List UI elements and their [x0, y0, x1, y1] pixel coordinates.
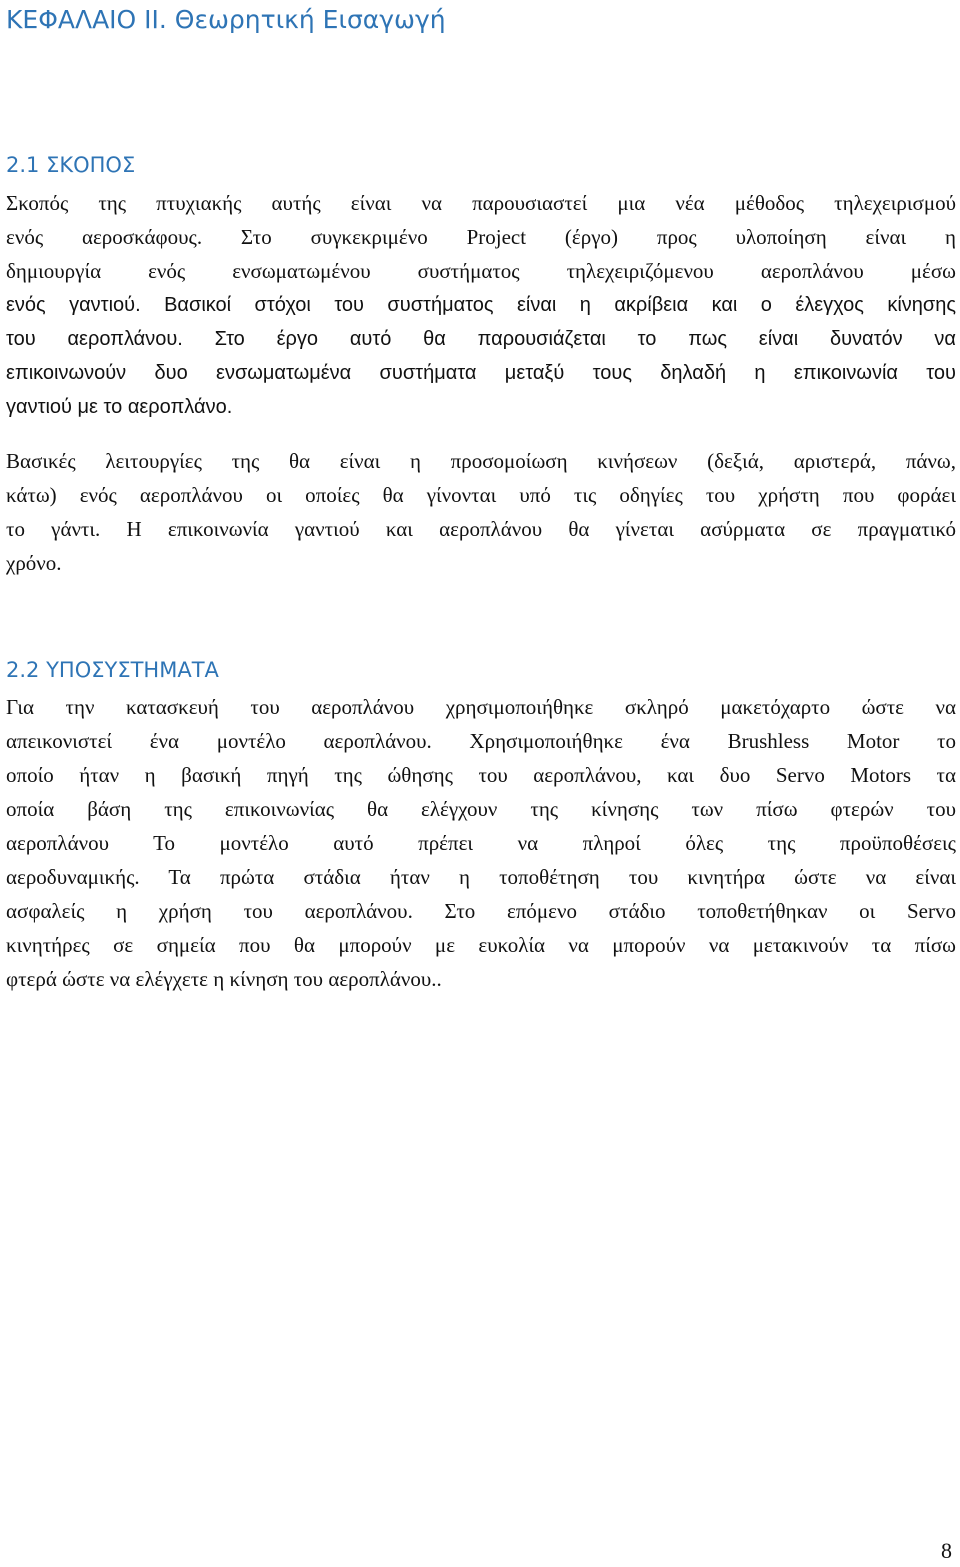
text-line: το γάντι. Η επικοινωνία γαντιού και αεροπλάνου θα γίνεται ασύρματα σε πραγματικό — [6, 517, 956, 541]
text-line: ενός αεροσκάφους. Στο συγκεκριμένο Project (έργο) προς υλοποίηση είναι η — [6, 225, 956, 249]
text-line: δημιουργία ενός ενσωματωμένου συστήματος τηλεχειριζόμενου αεροπλάνου μέσω — [6, 259, 956, 283]
text-line: Για την κατασκευή του αεροπλάνου χρησιμοποιήθηκε σκληρό μακετόχαρτο ώστε να — [6, 695, 956, 719]
subsystems-paragraph — [6, 690, 956, 996]
scope-paragraph-1 — [6, 186, 956, 424]
text-line: του αεροπλάνου. Στο έργο αυτό θα παρουσιάζεται το πως είναι δυνατόν να — [6, 328, 956, 350]
text-line: απεικονιστεί ένα μοντέλο αεροπλάνου. Χρησιμοποιήθηκε ένα Brushless Motor το — [6, 729, 956, 753]
text-line: κινητήρες σε σημεία που θα μπορούν με ευκολία να μπορούν να μετακινούν τα πίσω — [6, 933, 956, 957]
text-line: οποίο ήταν η βασική πηγή της ώθησης του αεροπλάνου, και δυο Servo Motors τα — [6, 763, 956, 787]
text-line: κάτω) ενός αεροπλάνου οι οποίες θα γίνονται υπό τις οδηγίες του χρήστη που φοράει — [6, 483, 956, 507]
text-line: Βασικές λειτουργίες της θα είναι η προσομοίωση κινήσεων (δεξιά, αριστερά, πάνω, — [6, 449, 956, 473]
text-line: αεροπλάνου Το μοντέλο αυτό πρέπει να πληροί όλες της προϋποθέσεις — [6, 831, 956, 855]
chapter-title: ΚΕΦΑΛΑΙΟ ΙΙ. Θεωρητική Εισαγωγή — [6, 5, 446, 34]
text-line: ενός γαντιού. Βασικοί στόχοι του συστήματος είναι η ακρίβεια και ο έλεγχος κίνησης — [6, 294, 956, 316]
text-line: αεροδυναμικής. Τα πρώτα στάδια ήταν η τοποθέτηση του κινητήρα ώστε να είναι — [6, 865, 956, 889]
text-line: επικοινωνούν δυο ενσωματωμένα συστήματα μεταξύ τους δηλαδή η επικοινωνία του — [6, 362, 956, 384]
section-heading-scope: 2.1 ΣΚΟΠΟΣ — [6, 153, 136, 177]
section-heading-subsystems: 2.2 ΥΠΟΣΥΣΤΗΜΑΤΑ — [6, 658, 219, 682]
text-line: χρόνο. — [6, 551, 62, 575]
text-line: γαντιού με το αεροπλάνο. — [6, 396, 233, 418]
text-line: Σκοπός της πτυχιακής αυτής είναι να παρουσιαστεί μια νέα μέθοδος τηλεχειρισμού — [6, 191, 956, 215]
text-line: φτερά ώστε να ελέγχετε η κίνηση του αεροπλάνου.. — [6, 967, 442, 991]
text-line: οποία βάση της επικοινωνίας θα ελέγχουν της κίνησης των πίσω φτερών του — [6, 797, 956, 821]
page-number: 8 — [941, 1538, 952, 1563]
scope-paragraph-2 — [6, 444, 956, 580]
text-line: ασφαλείς η χρήση του αεροπλάνου. Στο επόμενο στάδιο τοποθετήθηκαν οι Servo — [6, 899, 956, 923]
